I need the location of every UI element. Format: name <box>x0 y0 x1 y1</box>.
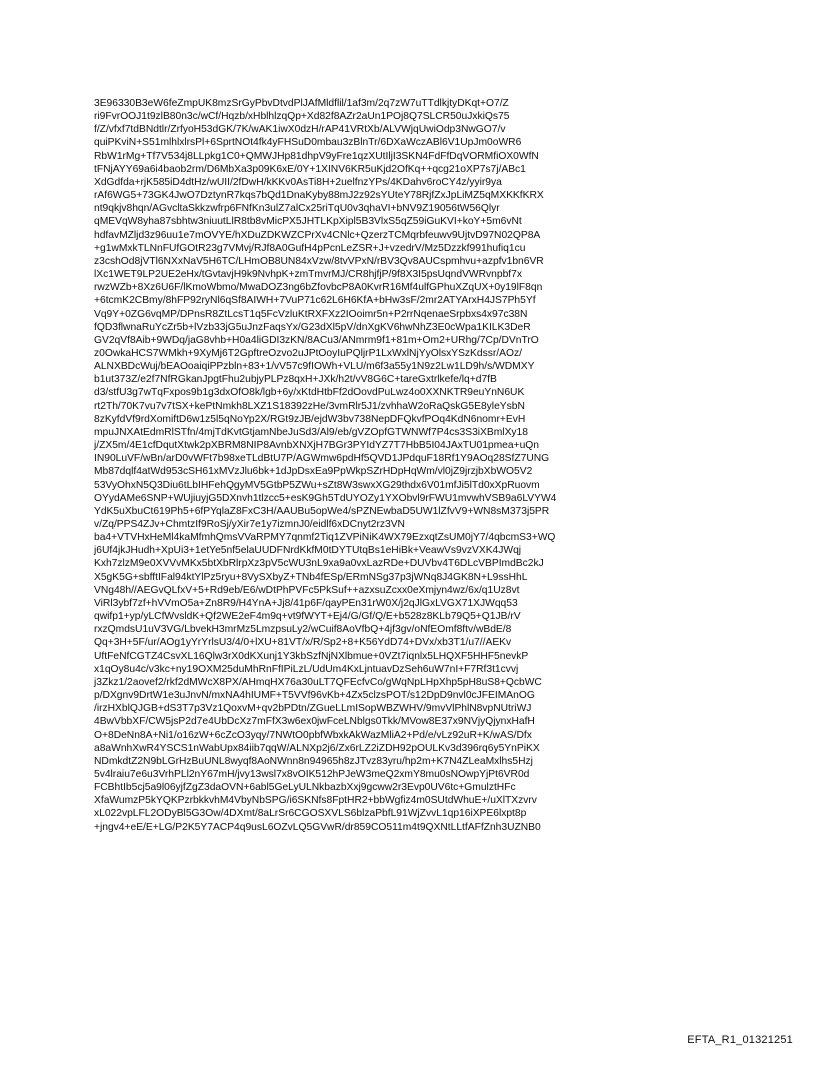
encoded-text-line: NDmkdtZ2N9bLGrHzBuUNL8wyqf8AoNWnn8n94965h8zJTvz83yru/hp2m+K7N4ZLeaMxlhs5Hzj <box>94 755 533 767</box>
encoded-text-line: x1qOy8u4c/v3kc+ny19OXM25duMhRnFfIPiLzL/UdUm4KxLjntuavDzSeh6uW7nI+F7Rf3t1cvvj <box>94 663 519 675</box>
encoded-text-line: ba4+VTVHxHeMl4kaMfmhQmsVVaRPMY7qnmf2Tiq1ZVPiNiK4WX79EzxqtZsUM0jY7/4qbcmS3+WQ <box>94 532 556 544</box>
encoded-text-line: p/DXgnv9DrtW1e3uJnvN/mxNA4hIUMF+T5VVf96vKb+4Zx5clzsPOT/s12DpD9nvl0cJFEIMAnOG <box>94 690 535 702</box>
encoded-text-line: 53VyOhxN5Q3Diu6tLbIHFehQgyMV5GtbP5ZWu+sZt8W3swxXG29thdx6V01mfJi5lTd0xXpRuovm <box>94 479 540 491</box>
encoded-text-line: tFNjAYY69a6i4baob2rm/D6MbXa3p09K6xE/0Y+1XINV6KR5uKjd2OfKq++qcg21oXP7s7j/ABc1 <box>94 163 526 175</box>
encoded-text-line: d3/stfU3g7wTqFxpos9b1g3dxOfO8k/lgb+6y/xKtdHtbFf2dOovdPuLwz4o0XXNKTR9euYnN6UK <box>94 387 525 399</box>
encoded-text-block <box>94 97 734 834</box>
encoded-text-line: z0OwkaHCS7WMkh+9XyMj6T2GpftreOzvo2uJPtOoyIuPQljrP1LxWxlNjYyOlsxYSzKdssr/AOz/ <box>94 347 522 359</box>
encoded-text-line: +g1wMxkTLNnFUfGOtR23g7VMvj/RJf8A0GufH4pPcnLeZSR+J+vzedrV/Mz5Dzzkf991hufiq1cu <box>94 242 526 254</box>
encoded-text-line: 8zKyfdVf9rdXomiftD6w1z5l5qNoYp2X/RGt9zJB/ejdW3bv738NepDFQkvfPOq4KdN6nomr+EvH <box>94 413 526 425</box>
encoded-text-line: ALNXBDcWuj/bEAOoaiqiPPzbln+83+1/vV57c9fIOWh+VLU/m6f3a55y1N9z2Lw1LD9h/s/WDMXY <box>94 361 535 373</box>
encoded-text-line: Mb87dqlf4atWd953cSH61xMVzJlu6bk+1dJpDsxEa9PpWkpSZrHDpHqWm/vl0jZ9jrzjbXbWO5V2 <box>94 466 533 478</box>
encoded-text-line: XdGdfda+rjK585iD4dtHz/wUII/2fDwH/kKKv0AsTi8H+2uelfnzYPs/4KDahv6roCY4z/yyir9ya <box>94 176 502 188</box>
encoded-text-line: fQD3flwnaRuYcZr5b+lVzb33jG5uJnzFaqsYx/G23dXl5pV/dnXgKV6hwNhZ3E0cWpa1KILK3DeR <box>94 321 531 333</box>
encoded-text-line: +jngv4+eE/E+LG/P2K5Y7ACP4q9usL6OZvLQ5GVwR/dr859CO511m4t9QXNtLLtfAFfZnh3UZNB0 <box>94 821 541 833</box>
encoded-text-line: quiPKviN+S51mlhlxlrsPl+6SprtNOt4fk4yFHSuD0mbau3zBlnTr/6DXaWczABl6V1UpJm0oWR6 <box>94 137 522 149</box>
encoded-text-line: IN90LuVF/wBn/arD0vWFt7b98xeTLdBtU7P/AGWmw6pdHf5QVD1JPdquF18Rf1Y9AOq28SfZ7UNG <box>94 453 550 465</box>
encoded-text-line: b1ut373Z/e2f7NfRGkanJpgtFhu2ubjyPLPz8qxH+JXk/h2t/vV8G6C+tareGxtrlkefe/lq+d7fB <box>94 374 497 386</box>
encoded-text-line: j6Uf4jkJHudh+XpUi3+1etYe5nf5elaUUDFNrdKkfM0tDYTUtqBs1eHiBk+VeawVs9vzVXK4JWqj <box>94 545 522 557</box>
encoded-text-line: VNg48h//AEGvQLfxV+5+Rd9eb/E6/wDtPhPVFc5PkSuf++azxsuZcxx0eXmjyn4wz/6x/q1Uz8vt <box>94 584 520 596</box>
encoded-text-line: rAf6WG5+73GK4JwO7DztynR7kqs7bQd1DnaKyby88mJ2z92sYUteY78RjfZxJpLiMZ5qMXKKfKRX <box>94 190 544 202</box>
encoded-text-line: a8aWnhXwR4YSCS1nWabUpx84iib7qqW/ALNXp2j6/Zx6rLZ2iZDH92pOULKv3d396rq6y5YnPiKX <box>94 742 540 754</box>
encoded-text-line: /irzHXblQJGB+dS3T7p3Vz1QoxvM+qv2bPDtn/ZGueLLmISopWBZWHV/9mvVlPhlN8vpNUtriWJ <box>94 703 532 715</box>
encoded-text-line: ViRl3ybf7zf+hVVmO5a+Zn8R9/H4YnA+Jj8/41p6F/qayPEn31rW0X/j2qJlGxLVGX71XJWqq53 <box>94 597 518 609</box>
encoded-text-line: nt9qkjv8hqn/AGvcltaSkkzwfrp6FNfKn3ulZ7alCx25riTqU0v3qhaVI+bNV9Z19056tW56Qlyr <box>94 203 500 215</box>
encoded-text-line: rt2Th/70K7vu7v7tSX+kePtNmkh8LXZ1S18392zHe/3vmRlr5J1/zvhhaW2oRaQskG5E8yleYsbN <box>94 400 525 412</box>
encoded-text-line: j3Zkz1/2aovef2/rkf2dMWcX8PX/AHmqHX76a30uLT7QFEcfvCo/gWqNpLHpXhp5pH8uS8+QcbWC <box>94 676 542 688</box>
encoded-text-line: qwifp1+yp/yLCfWvsldK+Qf2WE2eF4m9q+vt9fWYT+Ej4/G/Gf/Q/E+b528z8KLb79Q5+Q1JB/rV <box>94 611 521 623</box>
encoded-text-line: X5gK5G+sbfftIFal94ktYlPz5ryu+8VySXbyZ+TNb4fESp/ERmNSg37p3jWNq8J4GK8N+L9ssHhL <box>94 571 528 583</box>
encoded-text-line: Vq9Y+0ZG6vqMP/DPnsR8ZtLcsT1q5FcVzluKtRXFXz2IOoimr5n+P2rrNqenaeSrpbxs4x97c38N <box>94 308 528 320</box>
encoded-text-line: XfaWumzP5kYQKPzrbkkvhM4VbyNbSPG/i6SKNfs8FptHR2+bbWgfiz4m0SUtdWhuE+/uXlTXzvrv <box>94 795 537 807</box>
encoded-text-line: j/ZX5m/4E1cfDqutXtwk2pXBRM8NIP8AvnbXNXjH7BGr3PYIdYZ7T7HbB5I04JAxTU01pmea+uQn <box>94 440 539 452</box>
encoded-text-line: z3cshOd8jVTl6NXxNaV5H6TC/LHmOB8UN84xVzw/8tvVPxN/rBV3Qv8AUCspmhvu+azpfv1bn6VR <box>94 255 544 267</box>
encoded-text-line: Qq+3H+5F/ur/AOg1yYrYrlsU3/4/0+lXU+81VT/x/R/Sp2+8+K56YdD74+DVx/xb3T1/u7//AEKv <box>94 637 512 649</box>
encoded-text-line: lXc1WET9LP2UE2eHx/tGvtavjH9k9NvhpK+zmTmvrMJ/CR8hjfjP/9f8X3I5psUqndVWRvnpbf7x <box>94 269 522 281</box>
encoded-text-line: ri9FvrOOJ1t9zlB80n3c/wCf/Hqzb/xHblhlzqQp+Xd82f8AZr2aUn1POj8Q7SLCR50uJxkiQs75 <box>94 111 510 123</box>
encoded-text-line: RbW1rMg+Tf7V534j8LLpkg1C0+QMWJHp81dhpV9yFre1qzXUtIljI3SKN4FdFfDqVORMfiOX0WfN <box>94 150 539 162</box>
encoded-text-line: GV2qVf8Aib+9WDq/jaG8vhb+H0a4liGDI3zKN/8ACu3/ANmrm9f1+81m+Om2+URhg/7Cp/DVnTrO <box>94 334 539 346</box>
encoded-text-line: v/Zq/PPS4ZJv+ChmtzIf9RoSj/yXir7e1y7izmnJ0/eidlf6xDCnyt2rz3VN <box>94 519 405 530</box>
encoded-text-line: hdfavMZljd3z96uu1e7mOVYE/hXDuZDKWZCPrXv4CNlc+QzerzTCMqrbfeuwv9UjtvD97N02QP8A <box>94 229 541 241</box>
document-id-label: EFTA_R1_01321251 <box>687 1034 793 1046</box>
encoded-text-line: qMEVqW8yha87sbhtw3niuutLlR8tb8vMicPX5JHTLKpXipl5B3VlxS5qZ59iGuKVI+koY+5m6vNt <box>94 216 522 228</box>
encoded-text-line: Kxh7zlzM9e0XVVvMKx5btXbRlrpXz3pV5cWU3nL9xa9a0vxLazRDe+DUVbv4T6DLcVBPImdBc2kJ <box>94 558 544 570</box>
encoded-text-line: rwzWZb+8Xz6U6F/lKmoWbmo/MwaDOZ3ng6bZfovbcP8A0KvrR16Mf4ulfGPhuXZqUX+0y19lF8qn <box>94 282 543 294</box>
encoded-text-line: xL022vpLFL2ODyBl5G3Ow/4DXmt/8aLrSr6CGOSXVLS6blzaPbfL91WjZvvL1qp16iXPE6lxpt8p <box>94 808 527 820</box>
encoded-text-line: 4BwVbbXF/CW5jsP2d7e4UbDcXz7mFfX3w6ex0jwFceLNblgs0Tkk/MVow8E37x9NVjyQjynxHafH <box>94 716 535 728</box>
encoded-text-line: rxzQmdsU1uV3VG/LbvekH3mrMz5LmzpsuLy2/wCuif8AoVfbQ+4jf3gv/oNfEOmf8ftv/wBdE/8 <box>94 624 512 636</box>
encoded-text-line: YdK5uXbuCt619Ph5+6fPYqlaZ8FxC3H/AAUBu5opWe4/sPZNEwbaD5UW1lZfvV9+WN8sM373j5PR <box>94 505 550 517</box>
encoded-text-line: 3E96330B3eW6feZmpUK8mzSrGyPbvDtvdPlJAfMldflil/1af3m/2q7zW7uTTdlkjtyDKqt+O7/Z <box>94 98 509 109</box>
encoded-text-line: +6tcmK2CBmy/8hFP92ryNl6qSf8AIWH+7VuP71c62L6H6KfA+bHw3sF/2mr2ATYArxH4JS7Ph5Yf <box>94 295 536 307</box>
encoded-text-line: O+8DeNn8A+Ni1/o16zW+6cZcO3yqy/7NWtO0pbfWbxkAkWazMliA2+Pd/e/vLz92uR+K/wAS/Dfx <box>94 729 532 741</box>
encoded-text-line: UftFeNfCGTZ4CsvXL16Qlw3rX0dKXunj1Y3kbSzfNjNXlbmue+0VZt7iqnlx5LHQXF5HHF5nevkP <box>94 650 529 662</box>
encoded-text-line: f/Z/vfxf7tdBNdtlr/ZrfyoH53dGK/7K/wAK1iwX0dzH/rAP41VRtXb/ALVWjqUwiOdp3NwGO7/v <box>94 124 506 136</box>
encoded-text-line: OYydAMe6SNP+WUjiuyjG5DXnvh1tlzcc5+esK9Gh5TdUYOZy1YXObvl9rFWU1mvwhVSB9a6LVYW4 <box>94 492 557 504</box>
encoded-text-line: mpuJNXAtEdmRlSTfn/4mjTdKvtGtjamNbeJuSd3/Al9/eb/gVZOpfGTWNWf7P4cs3S3iXBmlXy18 <box>94 426 528 438</box>
encoded-text-line: 5v4lraiu7e6u3VrhPLl2nY67mH/jvy13wsl7x8vOIK512hPJeW3meQ2xmY8mu0sNOwpYjPt6VR0d <box>94 768 530 780</box>
encoded-text-line: FCBhtIb5cj5a9l06yjfZgZ3daOVN+6abl5GeLyULNkbazbXxj9gcww2r3Evp0UV6tc+GmulztHFc <box>94 782 516 794</box>
